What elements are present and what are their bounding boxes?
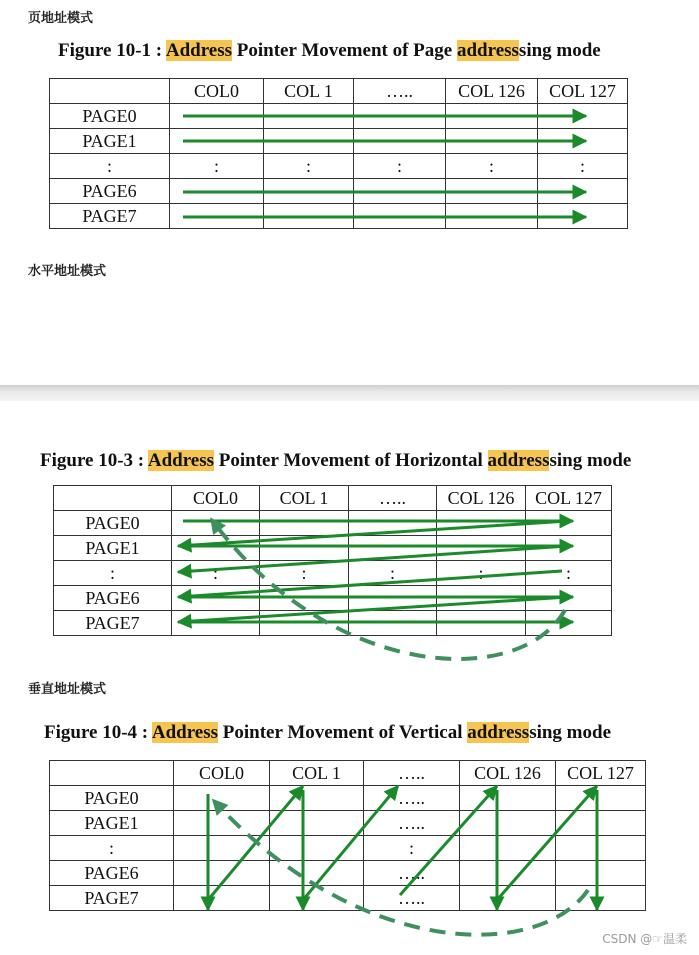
row-header: PAGE7 (54, 611, 172, 636)
dots-cell: : (172, 561, 260, 586)
dots-cell: : (264, 154, 354, 179)
row-header: PAGE1 (50, 129, 170, 154)
col-header: COL 127 (556, 761, 646, 786)
dots-cell: : (364, 836, 460, 861)
dots-cell: : (446, 154, 538, 179)
page-mode-table (49, 78, 628, 229)
row-header: PAGE1 (50, 811, 174, 836)
dots-cell: : (526, 561, 612, 586)
row-header: PAGE1 (54, 536, 172, 561)
row-header: PAGE7 (50, 204, 170, 229)
section-heading-horizontal-mode: 水平地址模式 (28, 264, 107, 279)
vertical-mode-table (49, 760, 646, 911)
col-header: COL 126 (446, 79, 538, 104)
col-header: COL 1 (270, 761, 364, 786)
col-header: COL0 (172, 486, 260, 511)
section-heading-vertical-mode: 垂直地址模式 (28, 682, 107, 697)
col-header: COL 1 (264, 79, 354, 104)
col-header: ….. (364, 761, 460, 786)
dots-cell: ….. (364, 786, 460, 811)
row-header: : (50, 836, 174, 861)
page-separator (0, 385, 699, 401)
dots-cell: : (170, 154, 264, 179)
dots-cell: ….. (364, 886, 460, 911)
col-header: ….. (349, 486, 437, 511)
col-header: COL 126 (460, 761, 556, 786)
watermark: CSDN @☞温柔 (602, 932, 687, 946)
col-header: COL 127 (538, 79, 628, 104)
corner-cell (50, 761, 174, 786)
row-header: PAGE0 (50, 104, 170, 129)
dots-cell: : (354, 154, 446, 179)
dots-cell: ….. (364, 811, 460, 836)
col-header: COL 1 (260, 486, 349, 511)
section-heading-page-mode: 页地址模式 (28, 11, 94, 26)
dots-cell: ….. (364, 861, 460, 886)
dots-cell: : (538, 154, 628, 179)
figure-title-10-4: Figure 10-4 : Address Pointer Movement of Vertical addresssing mode (44, 722, 612, 743)
col-header: COL0 (174, 761, 270, 786)
col-header: ….. (354, 79, 446, 104)
dots-cell: : (260, 561, 349, 586)
row-header: PAGE7 (50, 886, 174, 911)
dots-cell: : (437, 561, 526, 586)
row-header: PAGE6 (54, 586, 172, 611)
row-header: : (50, 154, 170, 179)
dots-cell: : (349, 561, 437, 586)
row-header: PAGE6 (50, 861, 174, 886)
figure-title-10-3: Figure 10-3 : Address Pointer Movement of Horizontal addresssing mode (40, 450, 632, 471)
col-header: COL 126 (437, 486, 526, 511)
horizontal-mode-table (53, 485, 612, 636)
col-header: COL0 (170, 79, 264, 104)
row-header: PAGE0 (54, 511, 172, 536)
col-header: COL 127 (526, 486, 612, 511)
row-header: PAGE6 (50, 179, 170, 204)
row-header: : (54, 561, 172, 586)
row-header: PAGE0 (50, 786, 174, 811)
corner-cell (50, 79, 170, 104)
corner-cell (54, 486, 172, 511)
figure-title-10-1: Figure 10-1 : Address Pointer Movement of Page addresssing mode (58, 40, 601, 61)
